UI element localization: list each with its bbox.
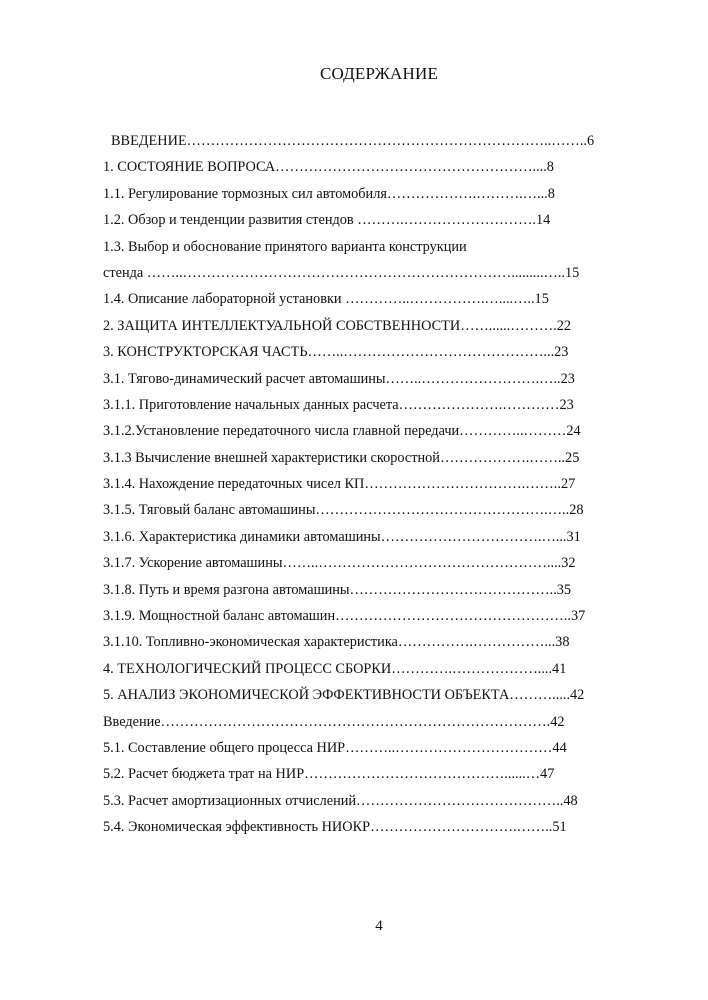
toc-entry: 1.1. Регулирование тормозных сил автомобиля……………….……….…...8 [103,185,555,202]
toc-entry: 3.1.6. Характеристика динамики автомашины…………………………….…...31 [103,528,581,545]
toc-entry: стенда ……..…………………………………………………………….........…..15 [103,264,580,281]
toc-entry: 5.3. Расчет амортизационных отчислений……………………………………..48 [103,792,578,809]
toc-entry: 3.1.2.Установление передаточного числа главной передачи…………..………24 [103,423,581,440]
toc-entry: 3.1.3 Вычисление внешней характеристики скоростной……………….……..25 [103,449,580,466]
toc-entry: 3.1.1. Приготовление начальных данных расчета………………….…………23 [103,396,574,413]
toc-entry: 5.4. Экономическая эффективность НИОКР………………………….……..51 [103,819,567,836]
toc-entry: Введение……………………………………………………………………….42 [103,713,565,730]
toc-entry: 4. ТЕХНОЛОГИЧЕСКИЙ ПРОЦЕСС СБОРКИ………….………………....41 [103,660,567,677]
toc-entry: 3.1. Тягово-динамический расчет автомашины……..…………………….…..23 [103,370,575,387]
toc-entry: 3. КОНСТРУКТОРСКАЯ ЧАСТЬ……..……………………………………...23 [103,344,569,361]
toc-entry: 1.4. Описание лабораторной установки …………..…………….…....…..15 [103,291,549,308]
toc-entry: 3.1.5. Тяговый баланс автомашины………………………………………….…..28 [103,502,584,519]
toc-entry: 3.1.4. Нахождение передаточных чисел КП…………………………….……..27 [103,476,576,493]
toc-entry: 1. СОСТОЯНИЕ ВОПРОСА………………………………………………....8 [103,159,554,176]
toc-entry: 3.1.10. Топливно-экономическая характеристика…………….……………...38 [103,634,570,651]
page-number: 4 [375,918,383,934]
toc-entry: 3.1.8. Путь и время разгона автомашины……………………………………..35 [103,581,572,598]
toc-entry: 5.1. Составление общего процесса НИР………..……………………………44 [103,739,567,756]
toc-entry: 2. ЗАЩИТА ИНТЕЛЛЕКТУАЛЬНОЙ СОБСТВЕННОСТИ……......……….22 [103,317,571,334]
toc-entry: 5.2. Расчет бюджета трат на НИР……………………………………......…47 [103,766,555,783]
toc-entry: ВВЕДЕНИЕ…………………………………………………………………..……..6 [111,133,595,149]
table-of-contents [103,128,663,841]
toc-entry: 3.1.7. Ускорение автомашины……..…………………………………………....32 [103,555,576,572]
toc-entry: 1.3. Выбор и обоснование принятого варианта конструкции [103,238,467,255]
toc-entry: 3.1.9. Мощностной баланс автомашин…………………………………………..37 [103,608,586,625]
toc-entry: 1.2. Обзор и тенденции развития стендов ……….……………………….14 [103,212,551,229]
toc-entry: 5. АНАЛИЗ ЭКОНОМИЧЕСКОЙ ЭФФЕКТИВНОСТИ ОБЪЕКТА……….....42 [103,687,585,704]
page-title: СОДЕРЖАНИЕ [319,64,439,83]
